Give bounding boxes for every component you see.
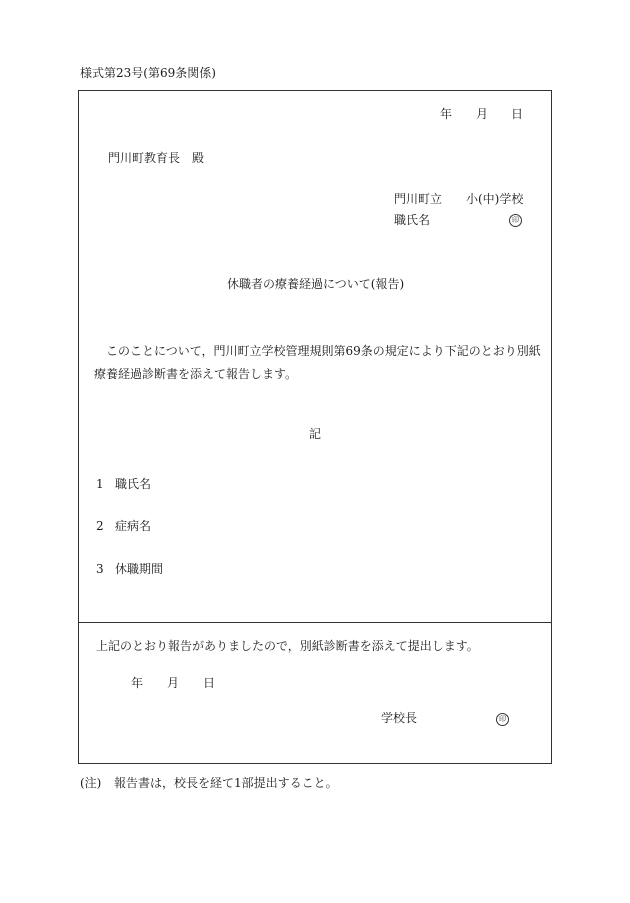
item-number: 1 — [96, 477, 104, 491]
name-label: 職氏名 — [394, 213, 431, 227]
note-text: 報告書は，校長を経て1部提出すること。 — [114, 776, 338, 790]
form-number-label: 様式第23号(第69条関係) — [80, 66, 216, 80]
seal-mark-top: 印 — [509, 214, 522, 227]
submission-date-month: 月 — [167, 676, 180, 690]
header-date-day: 日 — [511, 107, 524, 121]
section-divider — [78, 622, 552, 623]
header-date-month: 月 — [476, 107, 489, 121]
body-paragraph — [94, 340, 541, 386]
item-label: 休職期間 — [115, 562, 164, 576]
addressee: 門川町教育長 殿 — [108, 151, 205, 165]
seal-mark-bottom: 印 — [496, 713, 509, 726]
submission-date-day: 日 — [203, 676, 216, 690]
item-label: 職氏名 — [115, 477, 152, 491]
item-label: 症病名 — [115, 519, 152, 533]
body-line-1: このことについて，門川町立学校管理規則第69条の規定により下記のとおり別紙 — [106, 344, 541, 358]
school-line: 門川町立 小(中)学校 — [394, 192, 524, 206]
item-number: 3 — [96, 562, 104, 576]
submission-text: 上記のとおり報告がありましたので，別紙診断書を添えて提出します。 — [96, 639, 479, 653]
body-line-2: 療養経過診断書を添えて報告します。 — [94, 367, 298, 381]
item-number: 2 — [96, 519, 104, 533]
header-date-year: 年 — [440, 107, 453, 121]
note-label: (注) — [80, 776, 102, 790]
principal-label: 学校長 — [381, 711, 418, 725]
report-title: 休職者の療養経過について(報告) — [227, 277, 405, 291]
submission-date-year: 年 — [131, 676, 144, 690]
ki-heading: 記 — [309, 427, 322, 441]
